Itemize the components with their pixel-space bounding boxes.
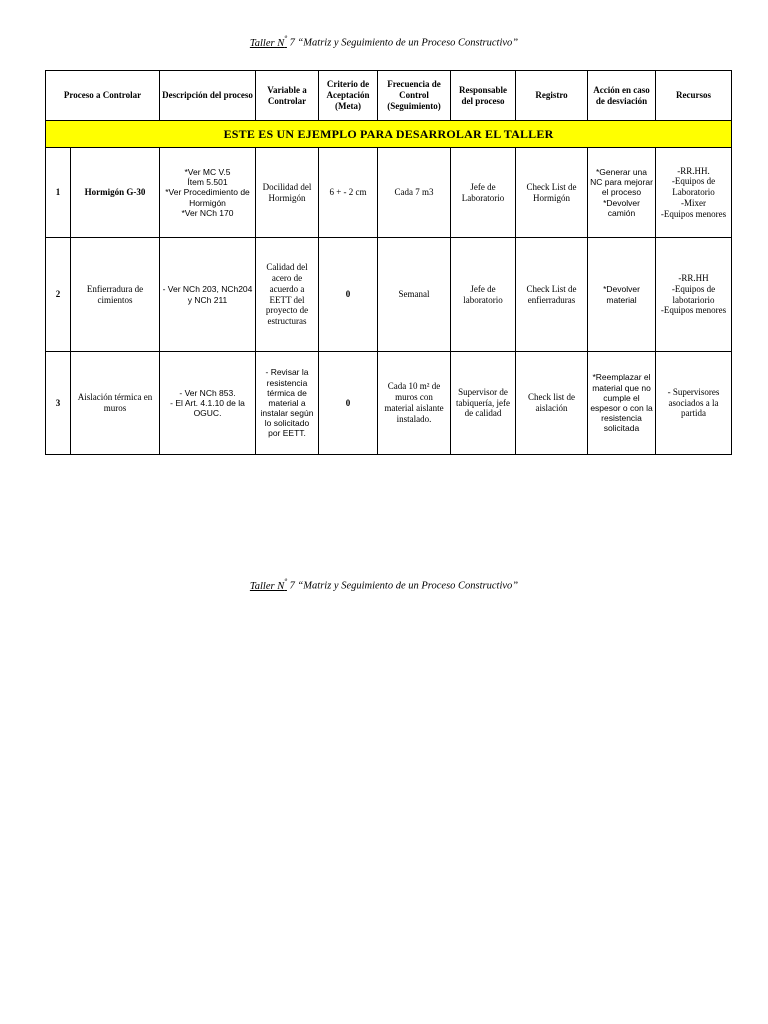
page-title-repeat: Taller $N^º$ 7 “Matriz y Seguimiento de un Proceso Constructivo”: [249, 576, 519, 592]
col-header-variable: Variable a Controlar: [256, 71, 319, 121]
cell-proceso: Hormigón G-30: [71, 148, 160, 238]
cell-frecuencia: Cada 10 m² de muros con material aislante instalado.: [378, 352, 451, 455]
col-header-criterio: Criterio de Aceptación (Meta): [319, 71, 378, 121]
cell-recursos: -RR.HH. -Equipos de Laboratorio -Mixer -Equipos menores: [656, 148, 732, 238]
cell-responsable: Supervisor de tabiquería, jefe de calidad: [451, 352, 516, 455]
cell-registro: Check List de Hormigón: [516, 148, 588, 238]
cell-variable: - Revisar la resistencia térmica de material a instalar según lo solicitado por EETT.: [256, 352, 319, 455]
col-header-proceso: Proceso a Controlar: [46, 71, 160, 121]
cell-accion: *Devolver material: [588, 238, 656, 352]
col-header-descripcion: Descripción del proceso: [160, 71, 256, 121]
row-number: 1: [46, 148, 71, 238]
col-header-frecuencia: Frecuencia de Control (Seguimiento): [378, 71, 451, 121]
control-matrix-table: [45, 70, 732, 455]
cell-accion: *Generar una NC para mejorar el proceso *Devolver camión: [588, 148, 656, 238]
cell-criterio: 6 + - 2 cm: [319, 148, 378, 238]
row-number: 2: [46, 238, 71, 352]
col-header-registro: Registro: [516, 71, 588, 121]
cell-frecuencia: Semanal: [378, 238, 451, 352]
cell-criterio: 0: [319, 238, 378, 352]
col-header-recursos: Recursos: [656, 71, 732, 121]
page-title: Taller $N^º$ 7 “Matriz y Seguimiento de un Proceso Constructivo”: [249, 33, 519, 49]
cell-accion: *Reemplazar el material que no cumple el espesor o con la resistencia solicitada: [588, 352, 656, 455]
cell-descripcion: *Ver MC V.5 Ítem 5.501 *Ver Procedimiento de Hormigón *Ver NCh 170: [160, 148, 256, 238]
cell-descripcion: - Ver NCh 853. - El Art. 4.1.10 de la OGUC.: [160, 352, 256, 455]
example-banner-row: [46, 121, 732, 148]
table-row: [46, 148, 732, 238]
cell-recursos: - Supervisores asociados a la partida: [656, 352, 732, 455]
cell-variable: Docilidad del Hormigón: [256, 148, 319, 238]
cell-recursos: -RR.HH -Equipos de labotariorio -Equipos menores: [656, 238, 732, 352]
cell-registro: Check list de aislación: [516, 352, 588, 455]
cell-registro: Check List de enfierraduras: [516, 238, 588, 352]
cell-responsable: Jefe de laboratorio: [451, 238, 516, 352]
col-header-responsable: Responsable del proceso: [451, 71, 516, 121]
cell-responsable: Jefe de Laboratorio: [451, 148, 516, 238]
cell-descripcion: - Ver NCh 203, NCh204 y NCh 211: [160, 238, 256, 352]
table-row: [46, 352, 732, 455]
row-number: 3: [46, 352, 71, 455]
cell-frecuencia: Cada 7 m3: [378, 148, 451, 238]
table-header-row: [46, 71, 732, 121]
col-header-accion: Acción en caso de desviación: [588, 71, 656, 121]
cell-proceso: Aislación térmica en muros: [71, 352, 160, 455]
cell-criterio: 0: [319, 352, 378, 455]
example-banner: ESTE ES UN EJEMPLO PARA DESARROLAR EL TALLER: [46, 121, 732, 148]
cell-proceso: Enfierradura de cimientos: [71, 238, 160, 352]
cell-variable: Calidad del acero de acuerdo a EETT del proyecto de estructuras: [256, 238, 319, 352]
table-row: [46, 238, 732, 352]
